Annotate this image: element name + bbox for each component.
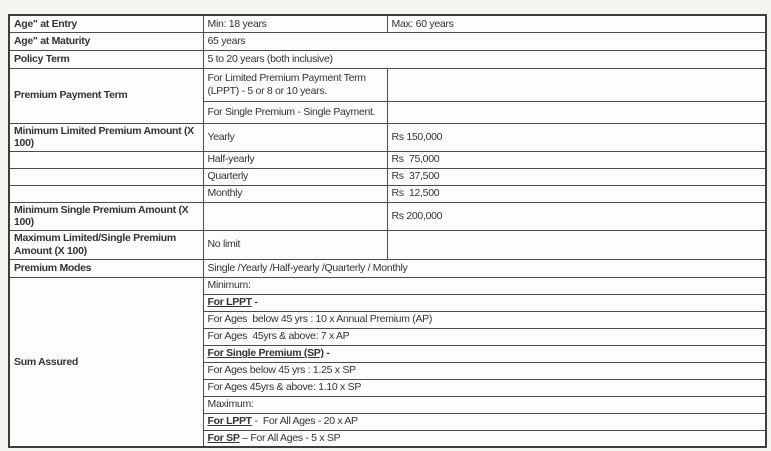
table-row-max-amount <box>9 230 766 259</box>
sa-sp-below45 <box>203 362 766 379</box>
table-row-min-single <box>9 202 766 230</box>
table-row-min-limited-yearly <box>9 123 766 151</box>
age-maturity-value: 65 years <box>203 32 766 50</box>
age-maturity-label: Age" at Maturity <box>9 32 203 50</box>
empty-cell <box>9 151 203 168</box>
empty-cell <box>9 185 203 202</box>
age-entry-label: Age" at Entry <box>9 15 203 32</box>
premium-modes-value: Single /Yearly /Half-yearly /Quarterly / Monthly <box>203 259 766 277</box>
sa-text: – For All Ages - 5 x SP <box>239 432 341 444</box>
min-limited-mode-quarterly: Quarterly <box>203 168 387 185</box>
ppt-label: Premium Payment Term <box>9 68 203 123</box>
plan-eligibility-table <box>8 14 767 448</box>
max-amount-value: No limit <box>203 230 387 259</box>
sa-for-lppt <box>203 294 766 311</box>
min-limited-amount-halfyearly: Rs 75,000 <box>387 151 766 168</box>
table-row-age-entry <box>9 15 766 32</box>
sa-underlined-text: For SP <box>207 432 240 444</box>
sa-text: - <box>251 296 258 309</box>
ppt-single-value: For Single Premium - Single Payment. <box>203 101 387 123</box>
min-limited-amount-yearly: Rs 150,000 <box>387 123 766 151</box>
sa-text: - <box>323 347 330 360</box>
premium-modes-label: Premium Modes <box>9 259 203 277</box>
max-amount-label: Maximum Limited/Single Premium Amount (X 100) <box>9 230 203 259</box>
empty-cell <box>387 101 766 123</box>
sa-maximum <box>203 396 766 413</box>
policy-term-label: Policy Term <box>9 50 203 68</box>
table-row-min-limited-quarterly <box>9 168 766 185</box>
sa-minimum <box>203 277 766 294</box>
empty-cell <box>387 230 766 259</box>
sa-underlined-text: For LPPT <box>207 415 252 428</box>
sa-text: Minimum: <box>207 279 251 292</box>
sa-text: For Ages below 45 yrs : 1.25 x SP <box>207 364 356 377</box>
min-limited-mode-monthly: Monthly <box>203 185 387 202</box>
sa-text: Maximum: <box>207 398 254 411</box>
sa-text: For Ages below 45 yrs : 10 x Annual Premium (AP) <box>207 313 433 326</box>
age-entry-min: Min: 18 years <box>203 15 387 32</box>
age-entry-max: Max: 60 years <box>387 15 766 32</box>
sa-underlined-text: For LPPT <box>207 296 252 309</box>
sa-text: For Ages 45yrs & above: 1.10 x SP <box>207 381 362 394</box>
table-row-ppt-lppt <box>9 68 766 101</box>
sa-lppt-above45 <box>203 328 766 345</box>
min-limited-amount-quarterly: Rs 37,500 <box>387 168 766 185</box>
table-row-policy-term <box>9 50 766 68</box>
sa-max-sp <box>203 430 766 447</box>
ppt-lppt-value: For Limited Premium Payment Term (LPPT) - 5 or 8 or 10 years. <box>203 68 387 101</box>
empty-cell <box>9 168 203 185</box>
table-row-min-limited-monthly <box>9 185 766 202</box>
min-limited-amount-monthly: Rs 12,500 <box>387 185 766 202</box>
empty-cell <box>387 68 766 101</box>
min-single-amount: Rs 200,000 <box>387 202 766 230</box>
sa-underlined-text: For Single Premium (SP) <box>207 347 324 360</box>
sa-text: - For All Ages - 20 x AP <box>251 415 358 428</box>
min-single-label: Minimum Single Premium Amount (X 100) <box>9 202 203 230</box>
table-row-sa-minimum <box>9 277 766 294</box>
table-row-age-maturity <box>9 32 766 50</box>
policy-term-value: 5 to 20 years (both inclusive) <box>203 50 766 68</box>
empty-cell <box>203 202 387 230</box>
min-limited-mode-yearly: Yearly <box>203 123 387 151</box>
min-limited-label: Minimum Limited Premium Amount (X 100) <box>9 123 203 151</box>
sa-max-lppt <box>203 413 766 430</box>
table-row-min-limited-halfyearly <box>9 151 766 168</box>
sa-sp-above45 <box>203 379 766 396</box>
sa-for-single-premium <box>203 345 766 362</box>
min-limited-mode-halfyearly: Half-yearly <box>203 151 387 168</box>
sum-assured-label: Sum Assured <box>9 277 203 447</box>
sa-text: For Ages 45yrs & above: 7 x AP <box>207 330 350 343</box>
sa-lppt-below45 <box>203 311 766 328</box>
table-row-premium-modes <box>9 259 766 277</box>
